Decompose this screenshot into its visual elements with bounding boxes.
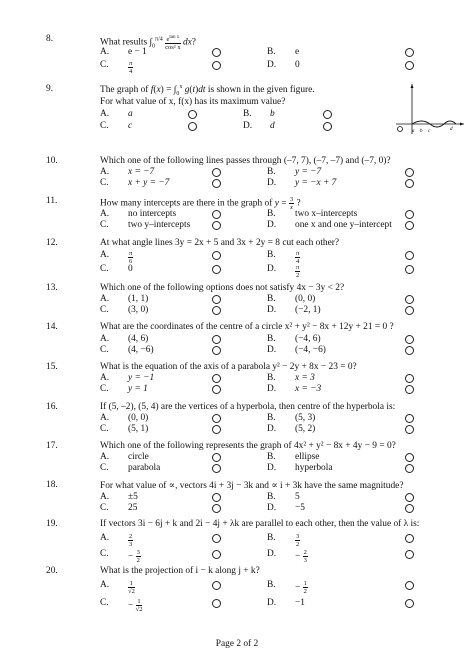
option-d-bubble[interactable] — [405, 306, 414, 315]
option-a-bubble[interactable] — [212, 168, 221, 177]
option-d-text: 0 — [295, 60, 300, 70]
option-b-bubble[interactable] — [405, 374, 414, 383]
option-a-text: e − 1 — [128, 47, 147, 57]
option-c-bubble[interactable] — [212, 221, 221, 230]
option-c-bubble[interactable] — [212, 61, 221, 70]
option-c-bubble[interactable] — [212, 425, 221, 434]
option-d-bubble[interactable] — [405, 504, 414, 513]
option-c-bubble[interactable] — [212, 599, 221, 608]
option-b-bubble[interactable] — [405, 581, 414, 590]
option-a-bubble[interactable] — [212, 295, 221, 304]
option-b-bubble[interactable] — [405, 335, 414, 344]
option-b-bubble[interactable] — [405, 534, 414, 543]
option-d-bubble[interactable] — [405, 221, 414, 230]
question-text-line2: For what value of x, f(x) has its maximum value? — [100, 97, 286, 107]
option-b-bubble[interactable] — [405, 48, 414, 57]
graph-figure — [392, 82, 468, 136]
question-text: What results $\int_0^{\pi/4}$ $\frac{e^{tan x}}{\text{cos² x}}$ dx? — [100, 35, 196, 52]
option-c-bubble[interactable] — [212, 385, 221, 394]
option-d-bubble[interactable] — [405, 61, 414, 70]
option-d-bubble[interactable] — [323, 122, 332, 131]
option-a-bubble[interactable] — [212, 374, 221, 383]
option-a-bubble[interactable] — [212, 251, 221, 260]
option-b-text: e — [295, 47, 300, 57]
option-b-bubble[interactable] — [405, 251, 414, 260]
option-c-bubble[interactable] — [212, 346, 221, 355]
option-d-bubble[interactable] — [405, 425, 414, 434]
option-c-bubble[interactable] — [212, 306, 221, 315]
option-b-bubble[interactable] — [405, 414, 414, 423]
option-a-bubble[interactable] — [212, 453, 221, 462]
option-d-bubble[interactable] — [405, 346, 414, 355]
option-c-bubble[interactable] — [212, 265, 221, 274]
option-a-bubble[interactable] — [212, 414, 221, 423]
option-c-bubble[interactable] — [212, 179, 221, 188]
question-text-line1: The graph of $f(x) = \int_0^x$ g(t)dt is shown in the given figure. — [100, 84, 315, 97]
option-a-bubble[interactable] — [212, 493, 221, 502]
option-a-bubble[interactable] — [212, 48, 221, 57]
option-a-bubble[interactable] — [212, 335, 221, 344]
option-c-bubble[interactable] — [212, 504, 221, 513]
option-d-bubble[interactable] — [405, 550, 414, 559]
option-a-bubble[interactable] — [188, 110, 197, 119]
option-a-bubble[interactable] — [212, 210, 221, 219]
option-c-bubble[interactable] — [188, 122, 197, 131]
question-number: 8. — [46, 34, 54, 44]
option-b-bubble[interactable] — [405, 168, 414, 177]
option-c-bubble[interactable] — [212, 464, 221, 473]
figure-label-b: b — [420, 129, 423, 134]
option-b-bubble[interactable] — [405, 453, 414, 462]
option-a-bubble[interactable] — [212, 534, 221, 543]
option-d-bubble[interactable] — [405, 265, 414, 274]
option-b-bubble[interactable] — [405, 295, 414, 304]
figure-label-a: a — [412, 129, 415, 134]
option-d-bubble[interactable] — [405, 599, 414, 608]
option-b-bubble[interactable] — [405, 210, 414, 219]
option-c-bubble[interactable] — [212, 550, 221, 559]
option-d-bubble[interactable] — [405, 179, 414, 188]
option-b-bubble[interactable] — [323, 110, 332, 119]
figure-label-c: c — [428, 129, 431, 134]
option-a-bubble[interactable] — [212, 581, 221, 590]
option-b-bubble[interactable] — [405, 493, 414, 502]
option-c-text: $\frac{\pi}{4}$ — [129, 60, 133, 75]
figure-label-d: d — [450, 127, 453, 132]
option-d-bubble[interactable] — [405, 385, 414, 394]
option-d-bubble[interactable] — [405, 464, 414, 473]
page-footer: Page 2 of 2 — [215, 639, 259, 649]
